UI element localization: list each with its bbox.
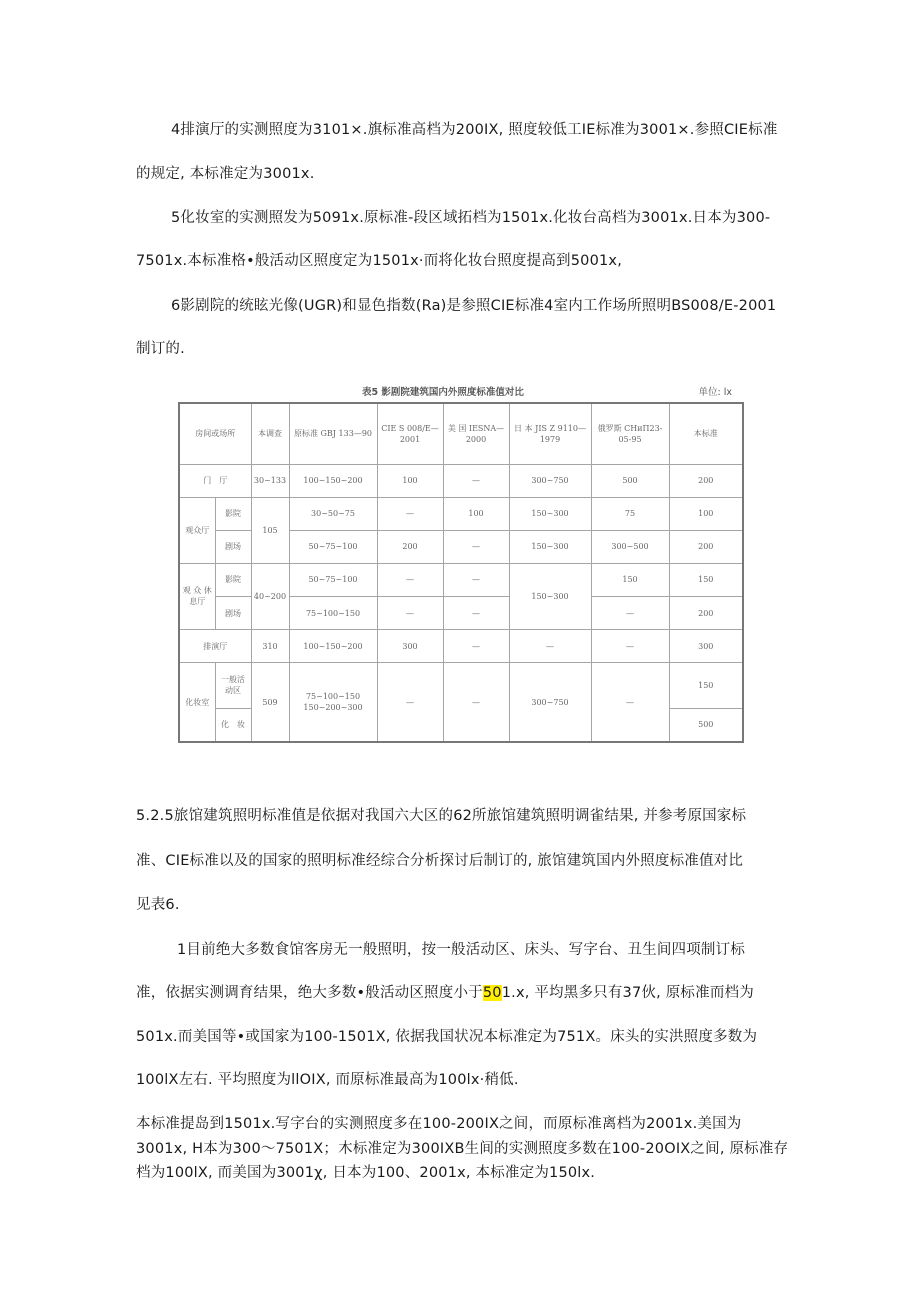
cell-jp: 300~750 — [509, 663, 591, 742]
cell-ru: 150 — [591, 563, 669, 596]
table-header-row — [179, 403, 743, 464]
cell-survey: 105 — [251, 497, 289, 563]
header-survey: 本调查 — [251, 403, 289, 464]
table-figure — [172, 380, 744, 748]
cell-subarea: 剧场 — [215, 530, 251, 563]
cell-gb: 75~100~150 150~200~300 — [289, 663, 377, 742]
cell-ru: 75 — [591, 497, 669, 530]
cell-std: 200 — [669, 596, 743, 629]
paragraph-rehearsal-line1: 4排演厅的实测照度为3101×.旗标准高档为200IX, 照度较低工IE标准为3001×.参照CIE标准 — [171, 122, 778, 138]
cell-cie: — — [377, 663, 443, 742]
paragraph-hotel-intro-line2: 准、CIE标准以及的国家的照明标准经综合分析探讨后制订的, 旅馆建筑国内外照度标准值对比 — [136, 853, 744, 869]
cell-cie: 200 — [377, 530, 443, 563]
cell-survey: 509 — [251, 663, 289, 742]
cell-std: 300 — [669, 630, 743, 663]
paragraph-hotel-room-line2 — [136, 983, 754, 1003]
table-row — [179, 497, 743, 530]
paragraph-ugr-line1: 6影剧院的统眩光像(UGR)和显色指数(Ra)是参照CIE标准4室内工作场所照明BS008/E-2001 — [171, 298, 777, 314]
header-jp: 日 本 JIS Z 9110—1979 — [509, 403, 591, 464]
cell-cie: — — [377, 497, 443, 530]
cell-gb: 100~150~200 — [289, 464, 377, 497]
highlighted-text: 50 — [482, 985, 502, 1001]
paragraph-desk-line3: 档为100lX, 而美国为3001χ, 日本为100、2001x, 本标准定为150lx. — [136, 1165, 596, 1181]
cell-subarea: 影院 — [215, 563, 251, 596]
paragraph-hotel-room-line3: 501x.而美国等•或国家为100-1501X, 依据我国状况本标准定为751X。床头的实洪照度多数为 — [136, 1029, 758, 1045]
text-segment: 1.x, 平均黑多只有37伙, 原标准而档为 — [501, 985, 754, 1001]
text-segment: 准，依据实测调育结果，绝大多数•般活动区照度小于 — [136, 985, 483, 1001]
paragraph-ugr-line2: 制订的. — [136, 341, 185, 357]
cell-jp: 300~750 — [509, 464, 591, 497]
cell-gb: 100~150~200 — [289, 630, 377, 663]
header-cie: CIE S 008/E—2001 — [377, 403, 443, 464]
cell-cie: 300 — [377, 630, 443, 663]
header-us: 美 国 IESNA—2000 — [443, 403, 509, 464]
cell-std: 150 — [669, 563, 743, 596]
cell-survey: 310 — [251, 630, 289, 663]
cell-cie: — — [377, 563, 443, 596]
cell-subarea: 影院 — [215, 497, 251, 530]
table-row — [179, 630, 743, 663]
cell-subarea: 剧场 — [215, 596, 251, 629]
table-row — [179, 563, 743, 596]
cell-area: 排演厅 — [179, 630, 251, 663]
table-caption: 表5 影剧院建筑国内外照度标准值对比 — [362, 387, 524, 398]
table-caption-bar — [172, 380, 744, 400]
illuminance-comparison-table — [178, 402, 744, 743]
cell-jp: 150~300 — [509, 530, 591, 563]
paragraph-desk-line2: 3001x, H本为300～7501X；木标准定为300IXB生间的实测照度多数在100-20OIX之间, 原标准存 — [136, 1141, 789, 1157]
cell-ru: 500 — [591, 464, 669, 497]
cell-us: — — [443, 464, 509, 497]
cell-std: 150 — [669, 663, 743, 709]
cell-cie: — — [377, 596, 443, 629]
cell-gb: 30~50~75 — [289, 497, 377, 530]
header-std: 本标准 — [669, 403, 743, 464]
cell-survey: 30~133 — [251, 464, 289, 497]
paragraph-hotel-intro-line1: 5.2.5旅馆建筑照明标准值是依据对我国六大区的62所旅馆建筑照明调雀结果, 并参考原国家标 — [136, 808, 747, 824]
paragraph-desk-line1: 本标准提岛到1501x.写字台的实测照度多在100-200IX之间，而原标准离档为2001x.美国为 — [136, 1116, 742, 1132]
cell-ru: — — [591, 630, 669, 663]
header-gb: 原标准 GBJ 133—90 — [289, 403, 377, 464]
cell-area: 观 众 休息厅 — [179, 563, 215, 629]
cell-ru: — — [591, 663, 669, 742]
cell-ru: — — [591, 596, 669, 629]
cell-area: 门 厅 — [179, 464, 251, 497]
cell-jp: 150~300 — [509, 497, 591, 530]
cell-std: 200 — [669, 530, 743, 563]
cell-us: — — [443, 530, 509, 563]
paragraph-rehearsal-line2: 的规定, 本标准定为3001x. — [136, 166, 315, 182]
cell-std: 500 — [669, 708, 743, 742]
cell-ru: 300~500 — [591, 530, 669, 563]
cell-gb: 50~75~100 — [289, 563, 377, 596]
cell-area: 观众厅 — [179, 497, 215, 563]
cell-us: — — [443, 563, 509, 596]
cell-us: — — [443, 630, 509, 663]
table-row — [179, 464, 743, 497]
cell-cie: 100 — [377, 464, 443, 497]
cell-std: 200 — [669, 464, 743, 497]
cell-gb: 50~75~100 — [289, 530, 377, 563]
cell-jp: 150~300 — [509, 563, 591, 629]
cell-std: 100 — [669, 497, 743, 530]
cell-survey: 40~200 — [251, 563, 289, 629]
paragraph-dressing-line1: 5化妆室的实测照发为5091x.原标准-段区域拓档为1501x.化妆台高档为3001x.日本为300- — [171, 210, 771, 226]
cell-us: — — [443, 663, 509, 742]
cell-gb: 75~100~150 — [289, 596, 377, 629]
header-ru: 俄罗斯 СНиП23-05-95 — [591, 403, 669, 464]
cell-subarea: 化 妆 — [215, 708, 251, 742]
paragraph-hotel-intro-line3: 见表6. — [136, 897, 180, 913]
cell-us: 100 — [443, 497, 509, 530]
cell-area: 化妆室 — [179, 663, 215, 742]
table-row — [179, 663, 743, 709]
table-unit: 单位: lx — [698, 387, 732, 398]
cell-jp: — — [509, 630, 591, 663]
cell-subarea: 一般活动区 — [215, 663, 251, 709]
paragraph-dressing-line2: 7501x.本标准格•般活动区照度定为1501x·而将化妆台照度提高到5001x, — [136, 253, 623, 269]
header-area: 房间或场所 — [179, 403, 251, 464]
paragraph-hotel-room-line1: 1目前绝大多数食馆客房无一般照明，按一般活动区、床头、写字台、丑生间四项制订标 — [177, 942, 746, 958]
cell-us: — — [443, 596, 509, 629]
paragraph-hotel-room-line4: 100lX左右. 平均照度为llOIX, 而原标准最高为100lx·稍低. — [136, 1072, 519, 1088]
